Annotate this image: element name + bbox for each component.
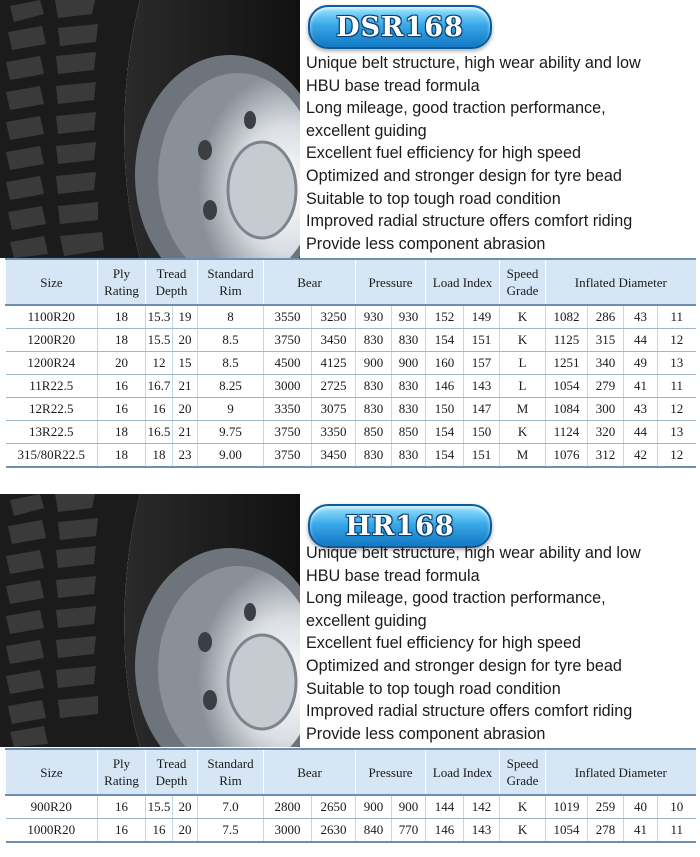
table-cell: L: [500, 352, 546, 375]
table-row: [6, 421, 696, 444]
table-cell: 151: [464, 444, 500, 468]
table-cell: 1200R20: [6, 329, 98, 352]
table-cell: 23: [173, 444, 198, 468]
table-cell: 16.7: [146, 375, 173, 398]
table-cell: 16: [146, 819, 173, 843]
feature-item: Provide less component abrasion: [306, 234, 546, 253]
spec-table: [5, 748, 696, 843]
table-cell: 1124: [546, 421, 588, 444]
table-row: [6, 375, 696, 398]
table-cell: 830: [356, 329, 392, 352]
table-cell: 4500: [264, 352, 312, 375]
table-cell: 146: [426, 375, 464, 398]
feature-item: Provide less component abrasion: [306, 724, 546, 743]
table-cell: K: [500, 795, 546, 819]
table-cell: 12: [146, 352, 173, 375]
table-cell: 3250: [312, 305, 356, 329]
table-cell: 930: [392, 305, 426, 329]
feature-item: HBU base tread formula: [306, 76, 480, 95]
table-cell: 1082: [546, 305, 588, 329]
table-cell: 143: [464, 819, 500, 843]
tire-image: [0, 494, 300, 747]
table-header-row: [6, 259, 696, 305]
table-cell: 3350: [312, 421, 356, 444]
table-cell: K: [500, 421, 546, 444]
feature-item: Optimized and stronger design for tyre bead: [306, 656, 622, 675]
table-cell: 320: [588, 421, 624, 444]
table-cell: 830: [356, 444, 392, 468]
table-cell: 11: [658, 819, 696, 843]
table-cell: 41: [624, 819, 658, 843]
header-ply-rating: Ply Rating: [98, 749, 146, 795]
table-cell: 3000: [264, 375, 312, 398]
table-cell: 12: [658, 398, 696, 421]
table-row: [6, 398, 696, 421]
table-cell: 850: [356, 421, 392, 444]
table-cell: 8: [198, 305, 264, 329]
table-cell: 830: [356, 398, 392, 421]
header-pressure: Pressure: [356, 749, 426, 795]
table-cell: 15.3: [146, 305, 173, 329]
table-cell: 154: [426, 421, 464, 444]
table-cell: 157: [464, 352, 500, 375]
feature-list: [306, 542, 698, 745]
table-row: [6, 795, 696, 819]
spec-table: [5, 258, 696, 468]
table-cell: 1251: [546, 352, 588, 375]
table-cell: 16: [98, 375, 146, 398]
table-cell: 3450: [312, 329, 356, 352]
table-cell: 830: [392, 398, 426, 421]
feature-item: excellent guiding: [306, 121, 427, 140]
table-cell: 830: [392, 444, 426, 468]
table-cell: 2630: [312, 819, 356, 843]
table-cell: 146: [426, 819, 464, 843]
table-cell: 12: [658, 329, 696, 352]
table-cell: 154: [426, 329, 464, 352]
table-cell: 3750: [264, 444, 312, 468]
feature-item: Optimized and stronger design for tyre bead: [306, 166, 622, 185]
table-cell: 1125: [546, 329, 588, 352]
table-cell: 900R20: [6, 795, 98, 819]
table-cell: M: [500, 398, 546, 421]
product-section-hr168: [0, 494, 700, 857]
header-size: Size: [6, 749, 98, 795]
table-cell: 13: [658, 352, 696, 375]
table-cell: 41: [624, 375, 658, 398]
table-cell: 16: [98, 819, 146, 843]
header-standard-rim: Standard Rim: [198, 259, 264, 305]
table-cell: 340: [588, 352, 624, 375]
feature-item: Suitable to top tough road condition: [306, 189, 561, 208]
table-cell: 147: [464, 398, 500, 421]
table-cell: 16.5: [146, 421, 173, 444]
feature-list: [306, 52, 698, 255]
table-cell: 259: [588, 795, 624, 819]
header-size: Size: [6, 259, 98, 305]
table-cell: 8.5: [198, 329, 264, 352]
table-row: [6, 444, 696, 468]
table-cell: 43: [624, 398, 658, 421]
table-cell: 840: [356, 819, 392, 843]
table-cell: M: [500, 444, 546, 468]
table-cell: 18: [98, 329, 146, 352]
feature-item: Unique belt structure, high wear ability and low: [306, 544, 641, 562]
table-cell: 9: [198, 398, 264, 421]
table-cell: 830: [392, 375, 426, 398]
table-row: [6, 305, 696, 329]
model-badge: [308, 5, 492, 49]
table-cell: 900: [356, 352, 392, 375]
table-cell: 1076: [546, 444, 588, 468]
table-cell: 21: [173, 421, 198, 444]
table-cell: 2725: [312, 375, 356, 398]
table-cell: 13R22.5: [6, 421, 98, 444]
table-cell: 16: [98, 398, 146, 421]
header-inflated-diameter: Inflated Diameter: [546, 259, 696, 305]
table-cell: 2800: [264, 795, 312, 819]
table-cell: 15.5: [146, 795, 173, 819]
table-cell: 20: [173, 329, 198, 352]
table-cell: K: [500, 329, 546, 352]
table-cell: 3350: [264, 398, 312, 421]
table-cell: 1084: [546, 398, 588, 421]
table-cell: 152: [426, 305, 464, 329]
table-row: [6, 819, 696, 843]
table-cell: 42: [624, 444, 658, 468]
table-cell: K: [500, 305, 546, 329]
feature-item: Long mileage, good traction performance,: [306, 99, 606, 118]
table-cell: 11R22.5: [6, 375, 98, 398]
table-cell: 40: [624, 795, 658, 819]
table-cell: 19: [173, 305, 198, 329]
model-name: DSR168: [336, 11, 464, 43]
table-cell: 900: [356, 795, 392, 819]
header-bear: Bear: [264, 259, 356, 305]
header-bear: Bear: [264, 749, 356, 795]
table-cell: 1100R20: [6, 305, 98, 329]
table-cell: 150: [464, 421, 500, 444]
table-cell: 150: [426, 398, 464, 421]
header-pressure: Pressure: [356, 259, 426, 305]
table-cell: 286: [588, 305, 624, 329]
table-cell: 8.25: [198, 375, 264, 398]
feature-item: Improved radial structure offers comfort riding: [306, 702, 633, 721]
table-cell: 15.5: [146, 329, 173, 352]
table-cell: 12R22.5: [6, 398, 98, 421]
table-cell: 20: [173, 819, 198, 843]
table-cell: 21: [173, 375, 198, 398]
table-cell: 12: [658, 444, 696, 468]
table-cell: 11: [658, 375, 696, 398]
table-cell: 900: [392, 795, 426, 819]
table-cell: 149: [464, 305, 500, 329]
table-cell: 2650: [312, 795, 356, 819]
header-speed-grade: Speed Grade: [500, 259, 546, 305]
table-cell: 43: [624, 305, 658, 329]
table-cell: 18: [98, 444, 146, 468]
table-cell: 3450: [312, 444, 356, 468]
table-cell: 4125: [312, 352, 356, 375]
model-name: HR168: [345, 510, 455, 542]
header-load-index: Load Index: [426, 259, 500, 305]
table-cell: 850: [392, 421, 426, 444]
table-cell: 830: [392, 329, 426, 352]
feature-item: Excellent fuel efficiency for high speed: [306, 144, 582, 163]
table-row: [6, 352, 696, 375]
table-cell: 18: [98, 421, 146, 444]
table-cell: 315: [588, 329, 624, 352]
feature-item: HBU base tread formula: [306, 566, 480, 585]
table-cell: 49: [624, 352, 658, 375]
table-cell: 7.0: [198, 795, 264, 819]
table-cell: 300: [588, 398, 624, 421]
table-cell: 44: [624, 329, 658, 352]
table-cell: 8.5: [198, 352, 264, 375]
table-cell: K: [500, 819, 546, 843]
feature-item: Excellent fuel efficiency for high speed: [306, 634, 582, 653]
table-cell: 1019: [546, 795, 588, 819]
table-body: [6, 305, 696, 467]
header-speed-grade: Speed Grade: [500, 749, 546, 795]
table-cell: 900: [392, 352, 426, 375]
table-cell: 16: [146, 398, 173, 421]
feature-item: excellent guiding: [306, 611, 427, 630]
table-cell: 16: [98, 795, 146, 819]
table-cell: 3550: [264, 305, 312, 329]
table-cell: 18: [98, 305, 146, 329]
header-ply-rating: Ply Rating: [98, 259, 146, 305]
table-cell: 44: [624, 421, 658, 444]
table-cell: 18: [146, 444, 173, 468]
table-cell: 20: [173, 398, 198, 421]
feature-item: Improved radial structure offers comfort riding: [306, 212, 633, 231]
table-body: [6, 795, 696, 842]
table-cell: 279: [588, 375, 624, 398]
table-cell: 312: [588, 444, 624, 468]
feature-item: Unique belt structure, high wear ability and low: [306, 54, 641, 72]
table-cell: 11: [658, 305, 696, 329]
table-cell: 3075: [312, 398, 356, 421]
table-cell: 160: [426, 352, 464, 375]
table-cell: 3750: [264, 329, 312, 352]
table-cell: 15: [173, 352, 198, 375]
table-cell: 20: [98, 352, 146, 375]
table-cell: 154: [426, 444, 464, 468]
table-cell: 10: [658, 795, 696, 819]
table-cell: 1000R20: [6, 819, 98, 843]
header-inflated-diameter: Inflated Diameter: [546, 749, 696, 795]
table-cell: 1054: [546, 375, 588, 398]
table-cell: 930: [356, 305, 392, 329]
table-cell: 1054: [546, 819, 588, 843]
header-load-index: Load Index: [426, 749, 500, 795]
table-cell: 9.00: [198, 444, 264, 468]
header-standard-rim: Standard Rim: [198, 749, 264, 795]
table-cell: 151: [464, 329, 500, 352]
table-cell: 830: [356, 375, 392, 398]
table-cell: 770: [392, 819, 426, 843]
feature-item: Long mileage, good traction performance,: [306, 589, 606, 608]
feature-item: Suitable to top tough road condition: [306, 679, 561, 698]
table-cell: 315/80R22.5: [6, 444, 98, 468]
table-cell: 1200R24: [6, 352, 98, 375]
table-cell: 3750: [264, 421, 312, 444]
table-cell: 144: [426, 795, 464, 819]
table-cell: 9.75: [198, 421, 264, 444]
table-row: [6, 329, 696, 352]
header-tread-depth: Tread Depth: [146, 259, 198, 305]
table-cell: 3000: [264, 819, 312, 843]
table-cell: 142: [464, 795, 500, 819]
table-cell: 278: [588, 819, 624, 843]
table-cell: 7.5: [198, 819, 264, 843]
table-cell: 143: [464, 375, 500, 398]
table-header-row: [6, 749, 696, 795]
header-tread-depth: Tread Depth: [146, 749, 198, 795]
table-cell: 20: [173, 795, 198, 819]
table-cell: L: [500, 375, 546, 398]
table-cell: 13: [658, 421, 696, 444]
tire-image: [0, 0, 300, 258]
